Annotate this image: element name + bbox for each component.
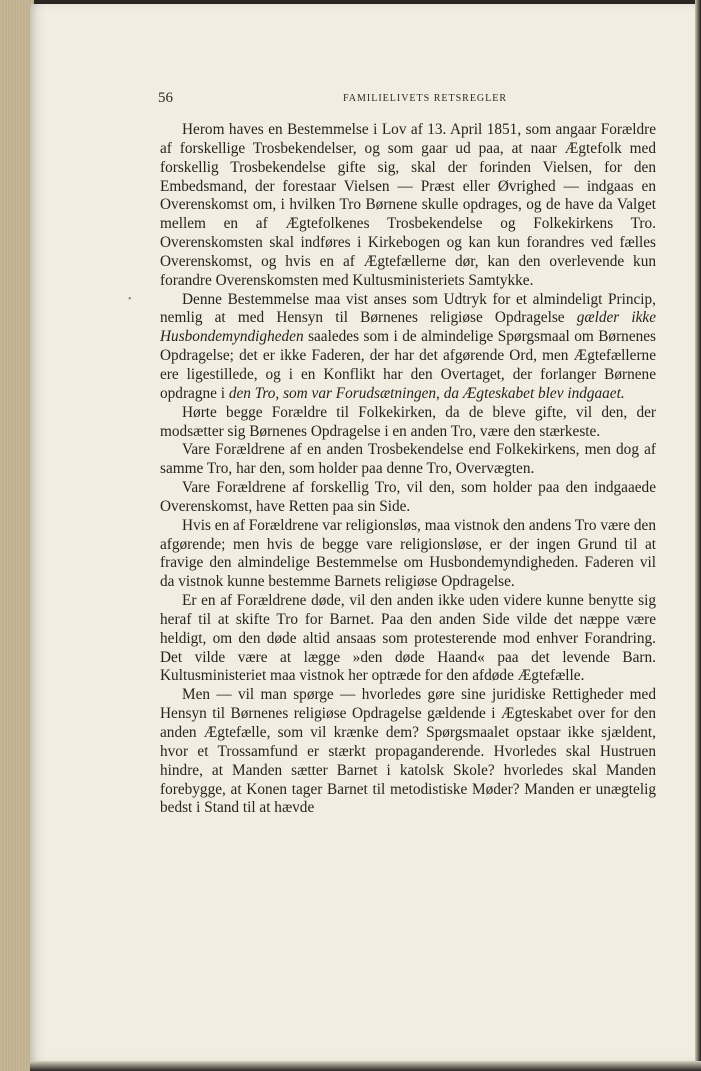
paragraph <box>160 592 656 686</box>
text-run: Denne Bestemmelse maa vist anses som Udtryk for et almindeligt Princip, nemlig at med Hensyn til Børnenes religiøse Opdragelse <box>160 290 656 327</box>
paragraph <box>160 441 656 479</box>
book-page-edges <box>0 0 34 1071</box>
italic-run: den Tro, som var Forudsætningen, da Ægteskabet blev indgaaet. <box>228 384 625 402</box>
text-run: Herom haves en Bestemmelse i Lov af 13. April 1851, som angaar Forældre af forskellige Trosbekendelser, og som gaar ud paa, at naar Ægtefolk med forskellig Trosbekendelse gifte sig, skal der forinden Vielsen, for den Embedsmand, der forestaar Vielsen — Præst eller Øvrighed — indgaas en Overenskomst om, i hvilken Tro Børnene skulle opdrages, og de have da Valget mellem en af Ægtefolkenes Trosbekendelse og Folkekirkens Tro. Overenskomsten skal indføres i Kirkebogen og kan kun forandres ved fælles Overenskomst, og hvis en af Ægtefællerne dør, kan den overlevende kun forandre Overenskomsten med Kultusministeriets Samtykke. <box>160 121 656 289</box>
paragraph <box>160 517 656 592</box>
page-bottom-edge <box>30 1061 701 1071</box>
body-text <box>160 121 656 818</box>
paragraph <box>160 479 656 517</box>
paragraph <box>160 404 656 442</box>
italic-run: gælder ikke Husbondemyndigheden <box>160 309 657 346</box>
text-run: Vare Forældrene af en anden Trosbekendelse end Folkekirkens, men dog af samme Tro, har den, som holder paa denne Tro, Overvægten. <box>160 441 656 478</box>
page-number: 56 <box>158 90 173 106</box>
text-run: Hørte begge Forældre til Folkekirken, da de bleve gifte, vil den, der modsætter sig Børnenes Opdragelse i en anden Tro, være den stærkeste. <box>160 403 656 440</box>
page-header <box>158 90 662 110</box>
page-right-edge <box>695 0 701 1071</box>
text-run: saaledes som i de almindelige Spørgsmaal om Børnenes Opdragelse; det er ikke Faderen, der har det afgørende Ord, men Ægtefællerne ere ligestillede, og i en Konflikt har den Overtaget, der forlanger Børnene opdragne i <box>160 328 656 402</box>
paragraph <box>160 686 656 818</box>
text-run: Vare Forældrene af forskellig Tro, vil den, som holder paa den indgaaede Overenskomst, have Retten paa sin Side. <box>160 479 656 515</box>
text-run: Men — vil man spørge — hvorledes gøre sine juridiske Rettigheder med Hensyn til Børnenes religiøse Opdragelse gældende i Ægteskabet over for den anden Ægtefælle, som vil krænke dem? Spørgsmaalet opstaar ikke sjældent, hvor et Trossamfund er stærkt propaganderende. Hvorledes skal Hustruen hindre, at Manden sætter Barnet i katolsk Skole? hvorledes skal Manden forebygge, at Konen tager Barnet til metodistiske Møder? Manden er unægtelig bedst i Stand til at hævde <box>160 686 656 817</box>
text-run: Er en af Forældrene døde, vil den anden ikke uden videre kunne benytte sig heraf til at skifte Tro for Barnet. Paa den anden Side vilde det næppe være heldigt, om den døde altid ansaas som protesterende mod enhver Forandring. Det vilde være at lægge »den døde Haand« paa det levende Barn. Kultusministeriet maa vistnok her optræde for den afdøde Ægtefælle. <box>160 592 656 685</box>
paragraph <box>160 291 656 404</box>
margin-mark: • <box>128 294 132 305</box>
running-head: FAMILIELIVETS RETSREGLER <box>342 93 508 104</box>
paragraph <box>160 121 656 291</box>
text-run: Hvis en af Forældrene var religionsløs, maa vistnok den andens Tro være den afgørende; men hvis de begge vare religionsløse, er der ingen Grund til at fravige den almindelige Bestemmelse om Husbondemyndigheden. Faderen vil da vistnok kunne bestemme Barnets religiøse Opdragelse. <box>160 516 656 591</box>
